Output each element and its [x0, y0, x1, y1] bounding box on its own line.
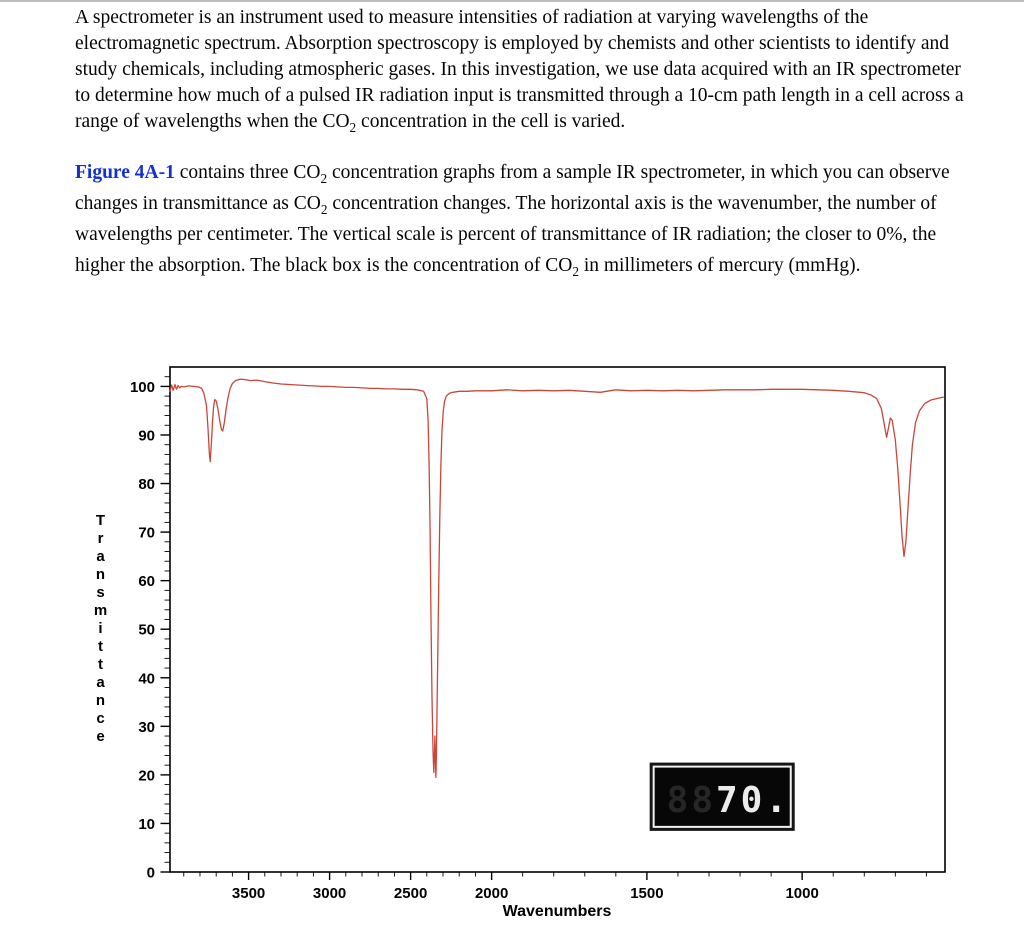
y-tick-label: 100 [129, 378, 155, 396]
transmittance-trace [170, 379, 943, 777]
figure-reference: Figure 4A-1 [75, 162, 175, 183]
x-tick-label: 3000 [312, 885, 347, 902]
y-tick-label: 70 [138, 524, 155, 542]
x-tick-label: 2000 [474, 885, 509, 902]
figure-4a1-chart [0, 354, 1024, 929]
y-tick-label: 80 [138, 476, 155, 494]
y-tick-label: 90 [138, 427, 155, 445]
co2-concentration-display [650, 763, 795, 831]
display-ghost-digits: 88 [666, 779, 717, 821]
x-tick-label: 1500 [630, 885, 664, 902]
display-value [667, 780, 790, 821]
y-axis-title: Transmittance [92, 512, 109, 746]
y-tick-label: 20 [138, 767, 155, 785]
display-reading: 70. [716, 779, 791, 821]
figure-description-paragraph: Figure 4A-1 contains three $CO_2$ concentration graphs from a sample IR spectrometer, in which you can observe changes in transmittance as $CO_2$ concentration changes. The horizontal axis is the wavenumber, the number of wavelengths per centimeter. The vertical scale is percent of transmittance of IR radiation; the closer to 0%, the higher the absorption. The black box is the concentration of $CO_2$ in millimeters of mercury (mmHg). [75, 162, 950, 279]
x-axis-title: Wavenumbers [502, 903, 612, 920]
y-tick-label: 30 [138, 718, 155, 736]
x-tick-label: 1000 [785, 885, 819, 902]
y-tick-label: 40 [138, 670, 155, 688]
y-tick-label: 0 [146, 864, 155, 882]
x-tick-label: 2500 [393, 885, 428, 902]
y-tick-label: 50 [138, 621, 155, 639]
y-tick-label: 60 [138, 573, 155, 591]
intro-text [75, 5, 968, 281]
x-tick-label: 3500 [231, 885, 266, 902]
spectrum-chart [0, 354, 1024, 929]
y-tick-label: 10 [138, 815, 155, 833]
plot-frame [170, 367, 945, 872]
intro-paragraph: A spectrometer is an instrument used to measure intensities of radiation at varying wavelengths of the electromagnetic spectrum. Absorption spectroscopy is employed by chemists and other scientists to identify and study chemicals, including atmospheric gases. In this investigation, we use data acquired with an IR spectrometer to determine how much of a pulsed IR radiation input is transmitted through a 10-cm path length in a cell across a range of wavelengths when the $CO_2$ concentration in the cell is varied. [75, 7, 964, 135]
